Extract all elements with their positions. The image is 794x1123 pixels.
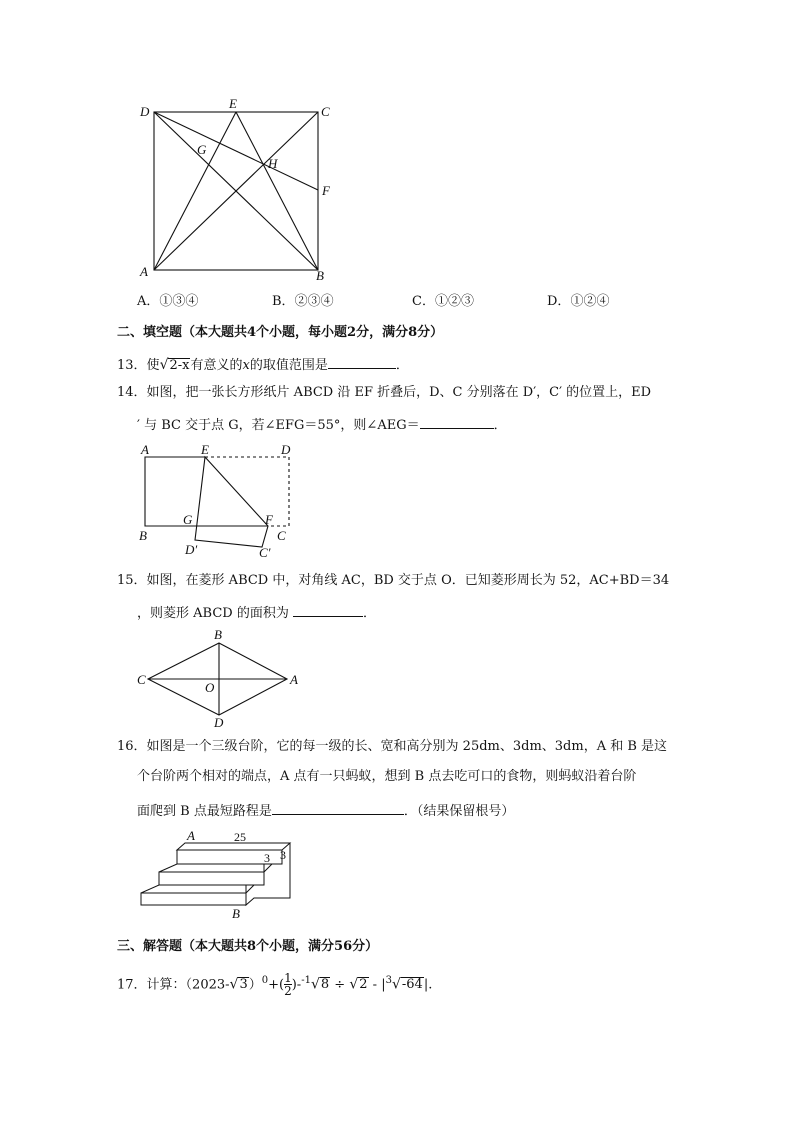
- answer-blank-14[interactable]: [420, 414, 494, 429]
- choice-a: A．①③④: [137, 294, 199, 309]
- label-d-prime: D′: [185, 542, 198, 557]
- label-c-prime: C′: [259, 545, 271, 560]
- question-17: 17．计算：$(2023-√3)^0+$( $\frac{1}{2}$ )$-^{-1}√8 \div √2 - |^3√-64|$.: [117, 971, 433, 999]
- label-e: E: [201, 442, 209, 457]
- label-h: H: [268, 156, 278, 171]
- label-g: G: [183, 512, 193, 527]
- label-e: E: [229, 96, 237, 111]
- label-b: B: [214, 627, 222, 642]
- folded-part: [195, 457, 268, 547]
- question-13: 13．使√2-x有意义的x的取值范围是 ．: [117, 354, 409, 375]
- label-width-3: 3: [264, 851, 270, 865]
- answer-blank-15[interactable]: [293, 602, 363, 617]
- question-16-line-1: 16．如图是一个三级台阶，它的每一级的长、宽和高分别为 25dm、3dm、3dm，A 和 B 是这: [117, 739, 668, 754]
- label-d: D: [281, 442, 291, 457]
- segment-ea: [154, 112, 236, 270]
- choice-d: D．①②④: [547, 294, 610, 309]
- label-length-25: 25: [234, 830, 246, 844]
- label-a: A: [140, 264, 148, 279]
- answer-blank-13[interactable]: [328, 354, 396, 369]
- q16-staircase-figure: [135, 826, 305, 926]
- label-b: B: [232, 906, 240, 921]
- choice-b: B．②③④: [272, 294, 334, 309]
- question-15-line-2: ，则菱形 ABCD 的面积为 ．: [137, 602, 376, 623]
- label-f: F: [322, 183, 330, 198]
- label-height-3: 3: [280, 848, 286, 862]
- original-position-dashed: [205, 457, 289, 526]
- label-c: C: [137, 672, 146, 687]
- label-c: C: [321, 104, 330, 119]
- question-14-line-2: ′ 与 BC 交于点 G，若∠EFG＝55°，则∠AEG＝ ．: [137, 414, 507, 435]
- label-c: C: [277, 528, 286, 543]
- label-b: B: [139, 528, 147, 543]
- label-f: F: [265, 512, 273, 527]
- label-b: B: [316, 268, 324, 283]
- question-16-line-3: 面爬到 B 点最短路程是 ．（结果保留根号）: [137, 800, 514, 821]
- step-2-front: [159, 872, 264, 885]
- segment-df: [154, 112, 318, 190]
- q14-figure: [135, 440, 310, 565]
- q12-figure: [130, 92, 340, 282]
- fraction-one-half: $\frac{1}{2}$: [284, 971, 292, 999]
- answer-blank-16[interactable]: [272, 800, 404, 815]
- label-d: D: [140, 104, 150, 119]
- question-14-line-1: 14．如图，把一张长方形纸片 ABCD 沿 EF 折叠后，D、C 分别落在 D′，C′ 的位置上，ED: [117, 385, 652, 400]
- label-g: G: [197, 142, 207, 157]
- choice-c: C．①②③: [412, 294, 474, 309]
- label-d: D: [214, 715, 224, 730]
- step-1-front: [141, 893, 246, 905]
- step-2-top: [159, 864, 272, 872]
- section-fill-in-heading: 二、填空题（本大题共4个小题，每小题2分，满分8分）: [117, 325, 444, 340]
- q15-figure: [135, 627, 305, 732]
- label-a: A: [187, 828, 195, 843]
- label-a: A: [141, 442, 149, 457]
- step-3-top: [177, 843, 290, 850]
- label-o: O: [205, 680, 215, 695]
- step-1-top: [141, 885, 254, 893]
- section-solve-heading: 三、解答题（本大题共8个小题，满分56分）: [117, 939, 379, 954]
- question-16-line-2: 个台阶两个相对的端点，A 点有一只蚂蚁，想到 B 点去吃可口的食物，则蚂蚁沿着台阶: [137, 769, 637, 784]
- label-a: A: [290, 672, 298, 687]
- rectangle-left-part: [145, 457, 268, 526]
- segment-eb: [236, 112, 318, 270]
- question-15-line-1: 15．如图，在菱形 ABCD 中，对角线 AC，BD 交于点 O．已知菱形周长为 52，AC+BD＝34: [117, 573, 670, 588]
